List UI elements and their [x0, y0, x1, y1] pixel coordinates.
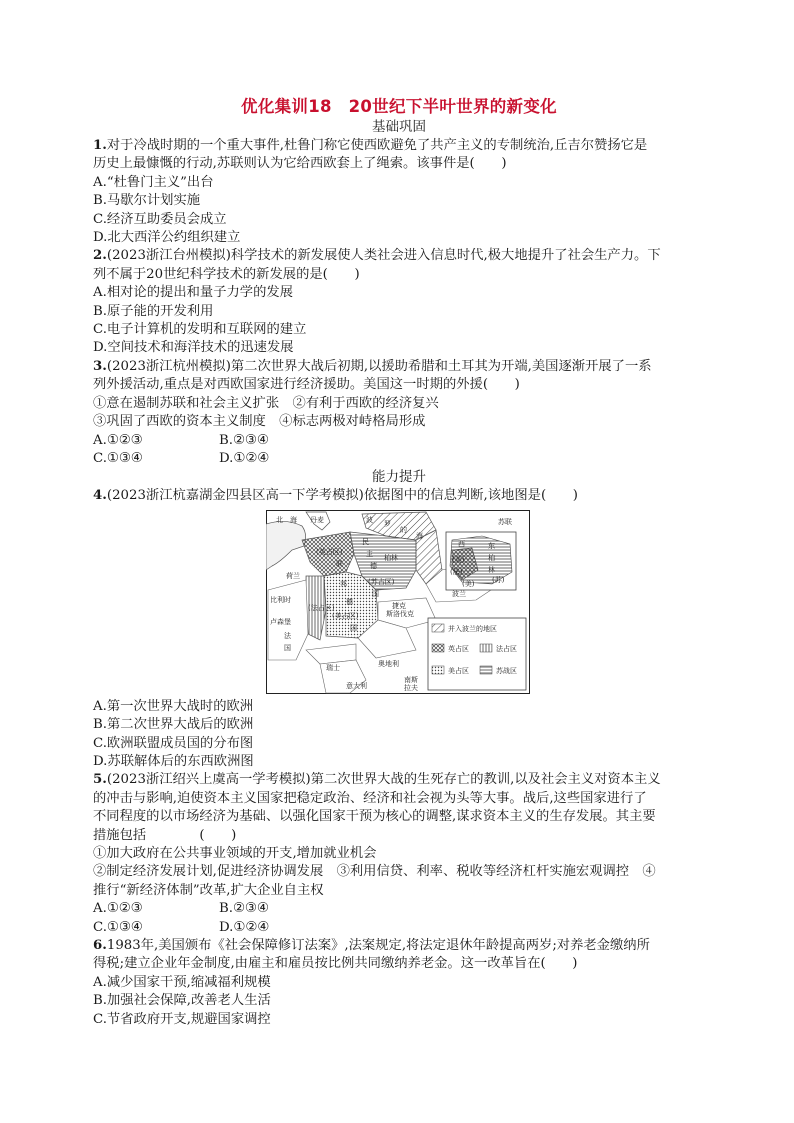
map-label: 林	[488, 565, 495, 574]
legend-label: 苏战区	[496, 666, 517, 675]
legend-label: 并入波兰的地区	[448, 624, 497, 633]
legend-swatch-british	[432, 644, 444, 652]
option-b[interactable]: B.第二次世界大战后的欧洲	[93, 717, 254, 733]
question-number: 4.	[93, 488, 107, 504]
question-number: 5.	[93, 772, 107, 788]
worksheet-page	[93, 96, 705, 1029]
map-label: 罗	[384, 519, 391, 528]
map-label: 邦	[340, 579, 347, 588]
option-d[interactable]: D.苏联解体后的东西欧洲图	[93, 753, 254, 769]
map-label: 西	[458, 539, 465, 548]
question-text: 措施包括 ( )	[93, 827, 237, 843]
map-label: 海	[416, 531, 423, 540]
statement-line: ②制定经济发展计划,促进经济协调发展 ③利用信贷、利率、税收等经济杠杆实施宏观调控 ④	[93, 864, 656, 880]
map-label: (苏占区)	[368, 577, 395, 586]
option-c[interactable]: C.节省政府开支,规避国家调控	[93, 1011, 271, 1027]
map-label: 柏林	[384, 553, 398, 562]
legend-swatch-french	[480, 644, 492, 652]
statement-line: ③巩固了西欧的资本主义制度 ④标志两极对峙格局形成	[93, 414, 426, 430]
question-text: 不同程度的以市场经济为基础、以强化国家干预为核心的调整,谋求资本主义的生存发展。其主要	[93, 809, 656, 825]
map-label: (英)	[452, 555, 465, 564]
option-d[interactable]: D.北大西洋公约组织建立	[93, 230, 241, 246]
question-text: 的冲击与影响,迫使资本主义国家把稳定政治、经济和社会视为头等大事。战后,这些国家进行了	[93, 790, 647, 806]
map-label: 民	[362, 537, 369, 546]
map-label: 德	[346, 597, 353, 606]
map-label: 荷兰	[286, 571, 300, 580]
legend-swatch-soviet	[480, 666, 492, 674]
legend-swatch-american	[432, 666, 444, 674]
option-d[interactable]: D.①②④	[219, 919, 270, 935]
question-text: (2023浙江杭州模拟)第二次世界大战后初期,以援助希腊和土耳其为开端,美国逐渐开展了一系	[106, 358, 652, 374]
legend-label: 英占区	[448, 644, 469, 653]
option-b[interactable]: B.原子能的开发利用	[93, 303, 214, 319]
option-a[interactable]: A.①②③	[93, 432, 143, 448]
question-number: 6.	[93, 938, 107, 953]
option-a[interactable]: A.第一次世界大战时的欧洲	[93, 698, 254, 714]
map-label: (英占区)	[316, 547, 343, 556]
question-text: 得税;建立企业年金制度,由雇主和雇员按比例共同缴纳养老金。这一改革旨在( )	[93, 956, 578, 972]
map-label: 东	[488, 541, 495, 550]
map-label: 法	[284, 631, 291, 640]
statement-line: ①加大政府在公共事业领域的开支,增加就业机会	[93, 845, 377, 861]
map-label: 比利时	[270, 595, 291, 604]
map-label: 卢森堡	[270, 617, 291, 626]
question-text: (2023浙江台州模拟)科学技术的新发展使人类社会进入信息时代,极大地提升了社会生产力。下	[106, 248, 661, 264]
question-text: (2023浙江杭嘉湖金四县区高一下学考模拟)依据图中的信息判断,该地图是( )	[106, 488, 578, 504]
option-a[interactable]: A.相对论的提出和量子力学的发展	[93, 285, 293, 301]
map-label: 奥地利	[378, 659, 399, 668]
section-basic-heading: 基础巩固	[372, 119, 426, 135]
option-d[interactable]: D.空间技术和海洋技术的迅速发展	[93, 340, 294, 356]
question-4	[93, 487, 705, 771]
question-2	[93, 247, 705, 357]
map-label: 苏联	[498, 517, 512, 526]
option-b[interactable]: B.马歇尔计划实施	[93, 193, 201, 209]
map-label: 德	[370, 561, 377, 570]
question-text: 1983年,美国颁布《社会保障修订法案》,法案规定,将法定退休年龄提高两岁;对养老金缴纳所	[106, 938, 650, 953]
map-label: 瑞士	[326, 663, 340, 672]
map-label: 拉夫	[404, 683, 418, 692]
map-label: 斯洛伐克	[386, 609, 414, 618]
map-label: (美占区)	[332, 611, 359, 620]
statement-line: 推行“新经济体制”改革,扩大企业自主权	[93, 882, 324, 898]
map-label: 意大利	[346, 681, 367, 690]
map-label: 联	[336, 559, 343, 568]
question-text: 历史上最慷慨的行动,苏联则认为它给西欧套上了绳索。该事件是( )	[93, 156, 507, 172]
option-c[interactable]: C.经济互助委员会成立	[93, 211, 227, 227]
europe-map-figure	[266, 510, 530, 694]
question-text: 列外援活动,重点是对西欧国家进行经济援助。美国这一时期的外援( )	[93, 377, 520, 393]
option-d[interactable]: D.①②④	[219, 450, 270, 466]
map-label: 波兰	[452, 589, 466, 598]
europe-map	[266, 510, 530, 694]
option-a[interactable]: A.“杜鲁门主义”出台	[93, 174, 214, 190]
option-b[interactable]: B.②③④	[219, 432, 269, 448]
question-text: 列不属于20世纪科学技术的新发展的是( )	[93, 266, 360, 282]
question-3	[93, 358, 705, 468]
map-label: 国	[284, 643, 291, 652]
question-number: 1.	[93, 138, 107, 153]
map-label: 捷克	[392, 601, 406, 610]
option-a[interactable]: A.减少国家干预,缩减福利规模	[93, 974, 271, 990]
map-label: 波	[366, 515, 373, 524]
option-c[interactable]: C.欧洲联盟成员国的分布图	[93, 735, 254, 751]
question-1	[93, 137, 705, 247]
map-label: (法占区)	[308, 603, 335, 612]
map-label: 国	[350, 623, 357, 632]
question-6	[93, 937, 705, 1029]
option-a[interactable]: A.①②③	[93, 901, 143, 917]
option-b[interactable]: B.②③④	[219, 901, 269, 917]
map-label: 南斯	[404, 675, 418, 684]
statement-line: ①意在遏制苏联和社会主义扩张 ②有利于西欧的经济复兴	[93, 395, 439, 411]
map-label: 柏	[488, 553, 495, 562]
question-text: (2023浙江绍兴上虞高一学考模拟)第二次世界大战的生死存亡的教训,以及社会主义对资本主义	[106, 772, 661, 788]
option-c[interactable]: C.电子计算机的发明和互联网的建立	[93, 322, 307, 338]
map-label: 的	[400, 525, 407, 534]
legend-swatch-poland	[432, 624, 444, 632]
map-label: 丹麦	[310, 515, 324, 524]
page-title: 优化集训18 20世纪下半叶世界的新变化	[241, 97, 557, 116]
map-label: 北 海	[276, 515, 297, 524]
section-advanced-heading: 能力提升	[372, 469, 426, 486]
question-text: 对于冷战时期的一个重大事件,杜鲁门称它使西欧避免了共产主义的专制统治,丘吉尔赞扬它是	[106, 138, 648, 153]
option-b[interactable]: B.加强社会保障,改善老人生活	[93, 993, 271, 1009]
question-5	[93, 771, 705, 937]
map-label: (美)	[462, 579, 475, 588]
legend-label: 法占区	[496, 644, 517, 653]
option-c[interactable]: C.①③④	[93, 919, 143, 935]
option-c[interactable]: C.①③④	[93, 450, 143, 466]
map-label: 国	[372, 589, 379, 598]
map-label: (法)	[450, 567, 463, 576]
map-label: (苏)	[492, 575, 505, 584]
map-label: 主	[366, 549, 373, 558]
question-number: 2.	[93, 248, 107, 264]
legend-label: 美占区	[448, 666, 469, 675]
question-number: 3.	[93, 358, 107, 374]
